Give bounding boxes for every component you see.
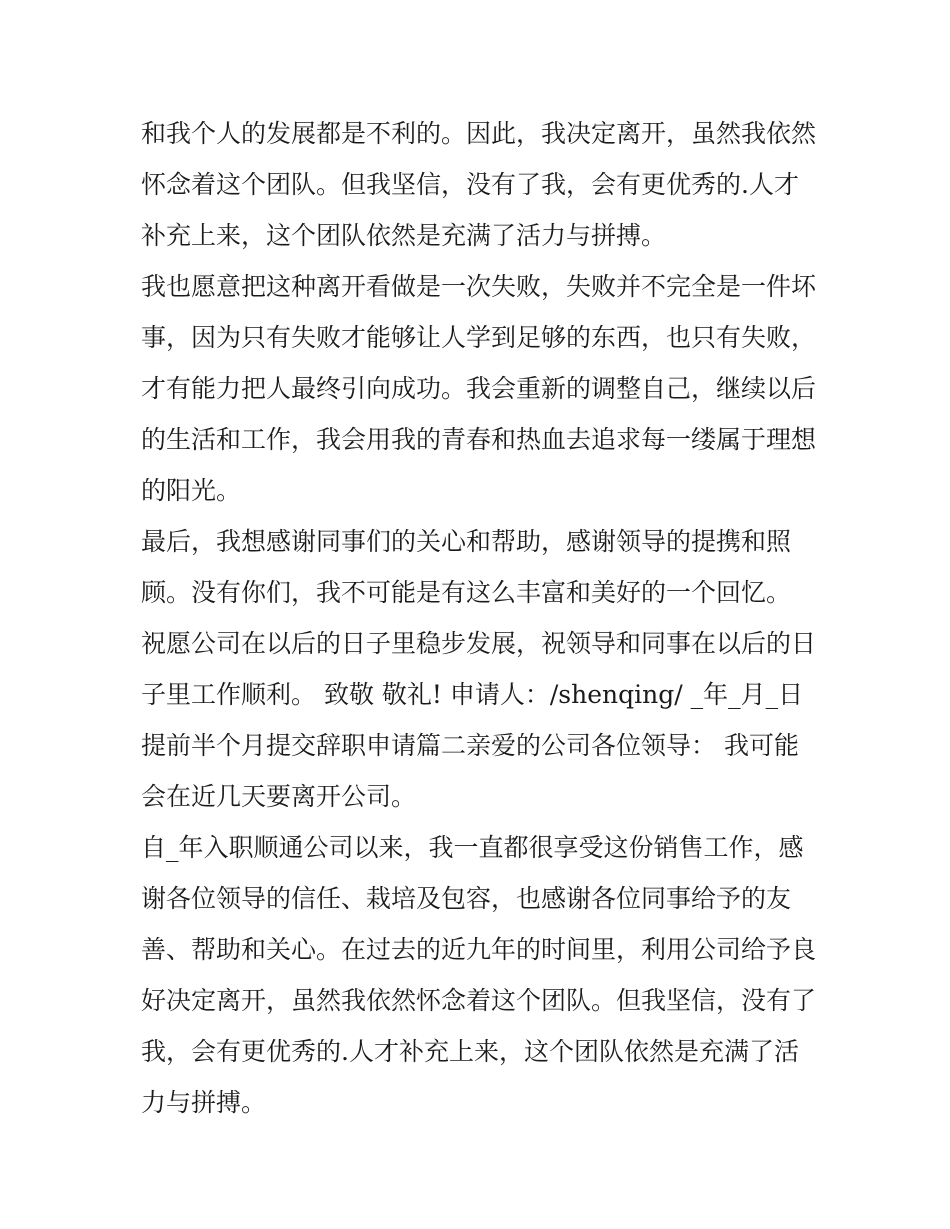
text-line: 善、帮助和关心。在过去的近九年的时间里，利用公司给予良 [141, 935, 817, 964]
text-line: 谢各位领导的信任、栽培及包容，也感谢各位同事给予的友 [141, 884, 792, 913]
text-line: 和我个人的发展都是不利的。因此，我决定离开，虽然我依然 [141, 119, 817, 148]
text-line: 子里工作顺利。 致敬 敬礼! 申请人：/shenqing/ _年_月_日 [141, 680, 804, 709]
document-body [141, 108, 821, 1128]
text-line: 事，因为只有失败才能够让人学到足够的东西，也只有失败， [141, 323, 817, 352]
text-line: 好决定离开，虽然我依然怀念着这个团队。但我坚信，没有了 [141, 986, 817, 1015]
text-line: 会在近几天要离开公司。 [141, 782, 417, 811]
text-line: 最后，我想感谢同事们的关心和帮助，感谢领导的提携和照 [141, 527, 792, 556]
text-line: 提前半个月提交辞职申请篇二亲爱的公司各位领导： 我可能 [141, 731, 799, 760]
text-line: 怀念着这个团队。但我坚信，没有了我，会有更优秀的.人才 [141, 170, 799, 199]
text-line: 祝愿公司在以后的日子里稳步发展，祝领导和同事在以后的日 [141, 629, 817, 658]
text-line: 顾。没有你们，我不可能是有这么丰富和美好的一个回忆。 [141, 578, 792, 607]
text-line: 补充上来，这个团队依然是充满了活力与拼搏。 [141, 221, 667, 250]
text-line: 力与拼搏。 [141, 1088, 267, 1117]
text-line: 自_年入职顺通公司以来，我一直都很享受这份销售工作，感 [141, 833, 804, 862]
text-line: 的阳光。 [141, 476, 242, 505]
text-line: 我，会有更优秀的.人才补充上来，这个团队依然是充满了活 [141, 1037, 799, 1066]
text-line: 我也愿意把这种离开看做是一次失败，失败并不完全是一件坏 [141, 272, 817, 301]
text-line: 的生活和工作，我会用我的青春和热血去追求每一缕属于理想 [141, 425, 817, 454]
text-line: 才有能力把人最终引向成功。我会重新的调整自己，继续以后 [141, 374, 817, 403]
